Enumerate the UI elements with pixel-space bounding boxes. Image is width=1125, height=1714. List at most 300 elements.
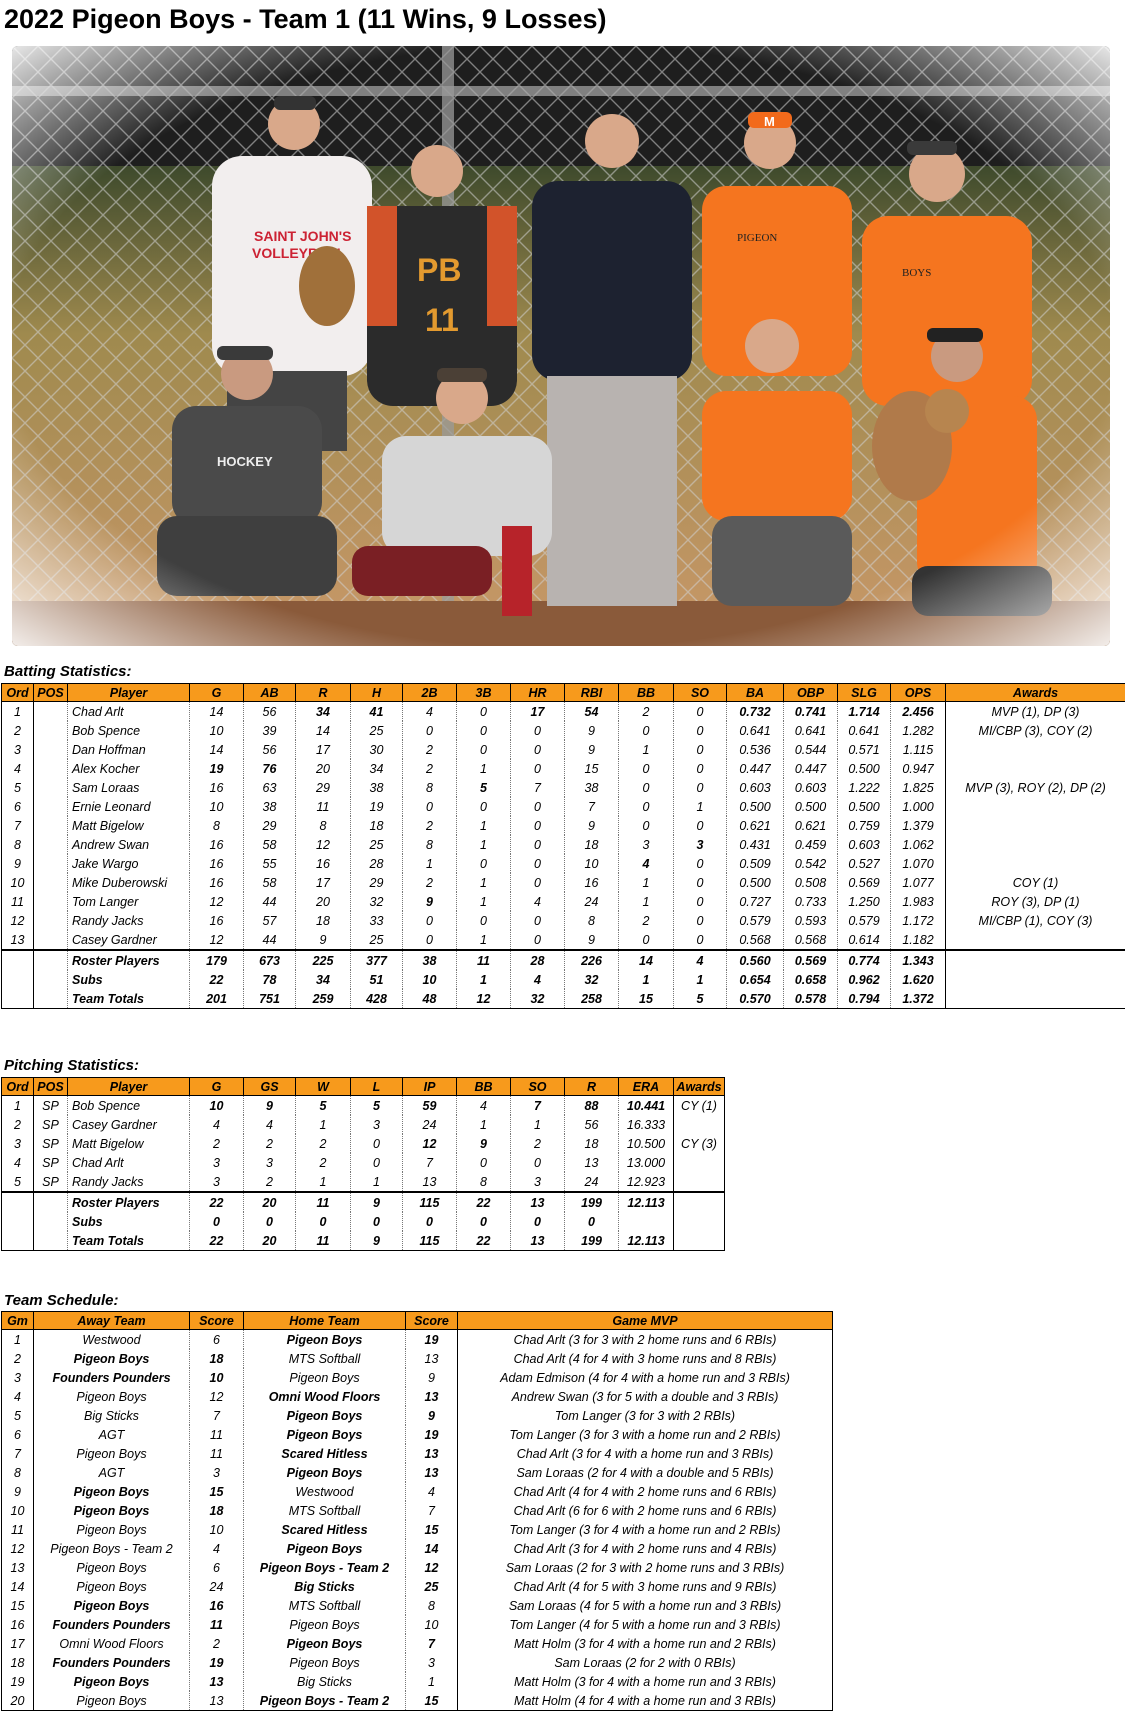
- table-cell: 3: [244, 1153, 296, 1172]
- game-mvp-cell: Matt Holm (4 for 4 with a home run and 3 RBIs): [458, 1691, 833, 1711]
- table-cell: 17: [296, 873, 351, 892]
- table-cell: 259: [296, 989, 351, 1009]
- column-header: Score: [190, 1312, 244, 1330]
- table-cell: 7: [406, 1501, 458, 1520]
- table-cell: 0: [565, 1212, 619, 1231]
- table-row: [2, 1134, 725, 1153]
- table-cell: 0: [351, 1212, 403, 1231]
- table-cell: 12: [296, 835, 351, 854]
- column-header: IP: [403, 1078, 457, 1096]
- table-cell: 0.568: [784, 930, 838, 950]
- table-cell: 673: [244, 950, 296, 970]
- game-mvp-cell: Tom Langer (4 for 5 with a home run and 3 RBIs): [458, 1615, 833, 1634]
- table-cell: 1: [619, 892, 674, 911]
- table-cell: 24: [190, 1577, 244, 1596]
- table-cell: 16: [565, 873, 619, 892]
- table-cell: 0.500: [784, 797, 838, 816]
- table-cell: 34: [351, 759, 403, 778]
- table-cell: 1.282: [891, 721, 946, 740]
- table-cell: Bob Spence: [68, 721, 190, 740]
- table-cell: 226: [565, 950, 619, 970]
- table-cell: 0.947: [891, 759, 946, 778]
- table-cell: 0.571: [838, 740, 891, 759]
- table-cell: 11: [296, 797, 351, 816]
- table-cell: 1: [2, 702, 34, 722]
- table-cell: 0: [457, 702, 511, 722]
- table-cell: 3: [2, 740, 34, 759]
- game-mvp-cell: Chad Arlt (3 for 3 with 2 home runs and 6 RBIs): [458, 1330, 833, 1350]
- table-cell: [34, 740, 68, 759]
- table-cell: 12: [190, 1387, 244, 1406]
- table-cell: 1: [457, 930, 511, 950]
- column-header: R: [296, 684, 351, 702]
- table-cell: 115: [403, 1192, 457, 1212]
- table-cell: 19: [351, 797, 403, 816]
- table-cell: 5: [2, 1406, 34, 1425]
- table-cell: Dan Hoffman: [68, 740, 190, 759]
- table-row: [2, 702, 1125, 722]
- table-cell: 14: [296, 721, 351, 740]
- column-header: Awards: [946, 684, 1125, 702]
- table-cell: 2: [403, 816, 457, 835]
- table-cell: 22: [457, 1192, 511, 1212]
- column-header: Gm: [2, 1312, 34, 1330]
- table-cell: 22: [457, 1231, 511, 1251]
- column-header: HR: [511, 684, 565, 702]
- table-cell: 4: [190, 1539, 244, 1558]
- table-cell: 9: [406, 1406, 458, 1425]
- table-cell: 55: [244, 854, 296, 873]
- table-cell: 9: [565, 721, 619, 740]
- table-row: [2, 778, 1125, 797]
- table-cell: 0: [511, 930, 565, 950]
- table-cell: 7: [2, 816, 34, 835]
- table-cell: 8: [403, 778, 457, 797]
- table-cell: 44: [244, 892, 296, 911]
- table-cell: 0: [457, 797, 511, 816]
- table-cell: 44: [244, 930, 296, 950]
- table-cell: 0: [619, 721, 674, 740]
- table-cell: Sam Loraas: [68, 778, 190, 797]
- table-cell: 10: [190, 1520, 244, 1539]
- table-cell: 0.500: [838, 797, 891, 816]
- table-cell: 15: [190, 1482, 244, 1501]
- table-cell: 38: [244, 797, 296, 816]
- schedule-header-row: [2, 1312, 833, 1330]
- table-cell: 1: [511, 1115, 565, 1134]
- table-cell: Randy Jacks: [68, 1172, 190, 1192]
- table-cell: [34, 816, 68, 835]
- column-header: 2B: [403, 684, 457, 702]
- table-cell: 0: [674, 911, 727, 930]
- column-header: Score: [406, 1312, 458, 1330]
- table-cell: 8: [457, 1172, 511, 1192]
- table-cell: 0.603: [838, 835, 891, 854]
- table-cell: 19: [2, 1672, 34, 1691]
- table-cell: 199: [565, 1231, 619, 1251]
- table-cell: 5: [351, 1096, 403, 1116]
- table-cell: 1: [457, 816, 511, 835]
- table-cell: 0.794: [838, 989, 891, 1009]
- table-cell: [34, 970, 68, 989]
- column-header: G: [190, 1078, 244, 1096]
- table-cell: 0: [403, 930, 457, 950]
- table-cell: 1.115: [891, 740, 946, 759]
- table-cell: 4: [190, 1115, 244, 1134]
- column-header: R: [565, 1078, 619, 1096]
- table-cell: Tom Langer: [68, 892, 190, 911]
- table-cell: 3: [190, 1153, 244, 1172]
- table-cell: [34, 778, 68, 797]
- table-cell: [619, 1212, 674, 1231]
- table-cell: 3: [511, 1172, 565, 1192]
- table-cell: Subs: [68, 1212, 190, 1231]
- table-cell: Jake Wargo: [68, 854, 190, 873]
- table-cell: [34, 873, 68, 892]
- table-cell: Pigeon Boys: [34, 1349, 190, 1368]
- table-cell: 25: [351, 721, 403, 740]
- table-cell: [946, 740, 1125, 759]
- table-cell: 0: [511, 740, 565, 759]
- table-row: [2, 1172, 725, 1192]
- table-cell: 0: [511, 721, 565, 740]
- table-cell: 19: [190, 1653, 244, 1672]
- table-cell: Omni Wood Floors: [244, 1387, 406, 1406]
- table-cell: 32: [565, 970, 619, 989]
- column-header: SLG: [838, 684, 891, 702]
- table-cell: [34, 835, 68, 854]
- table-cell: 4: [457, 1096, 511, 1116]
- table-cell: [946, 970, 1125, 989]
- table-cell: [34, 702, 68, 722]
- table-cell: 0.759: [838, 816, 891, 835]
- table-cell: 18: [351, 816, 403, 835]
- table-cell: 78: [244, 970, 296, 989]
- table-cell: Big Sticks: [34, 1406, 190, 1425]
- table-cell: 0.542: [784, 854, 838, 873]
- table-cell: 2: [190, 1634, 244, 1653]
- table-cell: 14: [190, 740, 244, 759]
- table-cell: 39: [244, 721, 296, 740]
- table-cell: 38: [403, 950, 457, 970]
- table-cell: 4: [406, 1482, 458, 1501]
- table-cell: 13: [406, 1463, 458, 1482]
- game-mvp-cell: Tom Langer (3 for 4 with a home run and 2 RBIs): [458, 1520, 833, 1539]
- table-cell: 0: [351, 1134, 403, 1153]
- table-cell: Pigeon Boys: [34, 1672, 190, 1691]
- game-mvp-cell: Chad Arlt (6 for 6 with 2 home runs and 6 RBIs): [458, 1501, 833, 1520]
- table-cell: 9: [2, 854, 34, 873]
- column-header: POS: [34, 684, 68, 702]
- game-mvp-cell: Matt Holm (3 for 4 with a home run and 3 RBIs): [458, 1672, 833, 1691]
- table-cell: 30: [351, 740, 403, 759]
- table-cell: 1.172: [891, 911, 946, 930]
- table-cell: Westwood: [244, 1482, 406, 1501]
- table-cell: 7: [190, 1406, 244, 1425]
- table-cell: 19: [406, 1330, 458, 1350]
- table-cell: 0: [511, 816, 565, 835]
- table-cell: 0: [674, 740, 727, 759]
- table-cell: 20: [244, 1231, 296, 1251]
- schedule-row: [2, 1425, 833, 1444]
- game-mvp-cell: Chad Arlt (4 for 5 with 3 home runs and 9 RBIs): [458, 1577, 833, 1596]
- table-cell: 5: [457, 778, 511, 797]
- table-cell: 11: [2, 892, 34, 911]
- column-header: RBI: [565, 684, 619, 702]
- table-cell: 9: [406, 1368, 458, 1387]
- table-cell: 10: [190, 1096, 244, 1116]
- table-cell: 0: [619, 778, 674, 797]
- schedule-row: [2, 1482, 833, 1501]
- table-cell: 179: [190, 950, 244, 970]
- table-cell: Chad Arlt: [68, 702, 190, 722]
- table-cell: 0: [296, 1212, 351, 1231]
- table-cell: 11: [296, 1231, 351, 1251]
- table-cell: 7: [2, 1444, 34, 1463]
- table-cell: 16: [296, 854, 351, 873]
- table-cell: 225: [296, 950, 351, 970]
- table-cell: MVP (3), ROY (2), DP (2): [946, 778, 1125, 797]
- schedule-row: [2, 1330, 833, 1350]
- column-header: BB: [457, 1078, 511, 1096]
- column-header: Awards: [674, 1078, 725, 1096]
- table-cell: 1.343: [891, 950, 946, 970]
- table-cell: 32: [351, 892, 403, 911]
- column-header: Ord: [2, 684, 34, 702]
- pitching-section-title: Pitching Statistics:: [4, 1057, 140, 1074]
- column-header: Game MVP: [458, 1312, 833, 1330]
- table-cell: 51: [351, 970, 403, 989]
- table-cell: 12: [2, 911, 34, 930]
- schedule-row: [2, 1349, 833, 1368]
- table-cell: 29: [296, 778, 351, 797]
- table-cell: CY (3): [674, 1134, 725, 1153]
- table-cell: 0: [511, 797, 565, 816]
- table-cell: Pigeon Boys: [244, 1539, 406, 1558]
- table-cell: Team Totals: [68, 989, 190, 1009]
- table-cell: 0.459: [784, 835, 838, 854]
- table-cell: 5: [674, 989, 727, 1009]
- column-header: OBP: [784, 684, 838, 702]
- table-cell: 25: [351, 835, 403, 854]
- table-cell: 7: [511, 1096, 565, 1116]
- table-row: [2, 740, 1125, 759]
- table-cell: 1.062: [891, 835, 946, 854]
- game-mvp-cell: Chad Arlt (4 for 4 with 3 home runs and 8 RBIs): [458, 1349, 833, 1368]
- table-cell: 0: [511, 854, 565, 873]
- column-header: G: [190, 684, 244, 702]
- table-cell: 0.658: [784, 970, 838, 989]
- table-cell: Pigeon Boys: [244, 1425, 406, 1444]
- game-mvp-cell: Andrew Swan (3 for 5 with a double and 3 RBIs): [458, 1387, 833, 1406]
- table-cell: SP: [34, 1153, 68, 1172]
- column-header: SO: [674, 684, 727, 702]
- column-header: Ord: [2, 1078, 34, 1096]
- table-cell: 1: [619, 873, 674, 892]
- table-cell: Pigeon Boys: [34, 1596, 190, 1615]
- table-cell: Mike Duberowski: [68, 873, 190, 892]
- table-cell: 9: [457, 1134, 511, 1153]
- table-cell: 25: [406, 1577, 458, 1596]
- table-cell: 17: [511, 702, 565, 722]
- table-cell: 0.641: [784, 721, 838, 740]
- table-cell: 16: [190, 873, 244, 892]
- table-cell: 9: [296, 930, 351, 950]
- table-cell: 12: [457, 989, 511, 1009]
- schedule-row: [2, 1387, 833, 1406]
- table-cell: [2, 970, 34, 989]
- team-schedule-table: [1, 1311, 833, 1711]
- table-cell: 2: [403, 740, 457, 759]
- table-cell: [34, 911, 68, 930]
- column-header: Away Team: [34, 1312, 190, 1330]
- table-cell: [674, 1231, 725, 1251]
- table-cell: Pigeon Boys: [244, 1330, 406, 1350]
- table-cell: 4: [511, 892, 565, 911]
- table-cell: 58: [244, 873, 296, 892]
- table-row: [2, 1096, 725, 1116]
- table-cell: 0.614: [838, 930, 891, 950]
- table-cell: 22: [190, 1231, 244, 1251]
- table-cell: Andrew Swan: [68, 835, 190, 854]
- table-cell: COY (1): [946, 873, 1125, 892]
- table-cell: 1.077: [891, 873, 946, 892]
- table-cell: 0: [403, 911, 457, 930]
- totals-row: [2, 1231, 725, 1251]
- table-cell: 377: [351, 950, 403, 970]
- totals-row: [2, 1212, 725, 1231]
- table-cell: Pigeon Boys: [244, 1634, 406, 1653]
- table-cell: 1: [619, 970, 674, 989]
- table-cell: 16: [190, 854, 244, 873]
- table-cell: 0: [674, 702, 727, 722]
- table-cell: [674, 1172, 725, 1192]
- table-row: [2, 835, 1125, 854]
- column-header: OPS: [891, 684, 946, 702]
- table-cell: 1: [457, 1115, 511, 1134]
- table-cell: 18: [190, 1349, 244, 1368]
- table-cell: Pigeon Boys - Team 2: [244, 1691, 406, 1711]
- table-cell: Team Totals: [68, 1231, 190, 1251]
- table-cell: 0: [511, 835, 565, 854]
- schedule-row: [2, 1691, 833, 1711]
- table-cell: 0.641: [838, 721, 891, 740]
- column-header: SO: [511, 1078, 565, 1096]
- table-cell: 10.500: [619, 1134, 674, 1153]
- table-cell: Alex Kocher: [68, 759, 190, 778]
- table-cell: 1.182: [891, 930, 946, 950]
- schedule-row: [2, 1463, 833, 1482]
- table-cell: 59: [403, 1096, 457, 1116]
- table-cell: 10: [190, 721, 244, 740]
- table-cell: 0.733: [784, 892, 838, 911]
- table-cell: [2, 989, 34, 1009]
- table-row: [2, 816, 1125, 835]
- game-mvp-cell: Sam Loraas (2 for 3 with 2 home runs and 3 RBIs): [458, 1558, 833, 1577]
- table-cell: SP: [34, 1096, 68, 1116]
- table-cell: 0: [674, 930, 727, 950]
- table-cell: 1.620: [891, 970, 946, 989]
- table-cell: 0: [619, 797, 674, 816]
- table-cell: 48: [403, 989, 457, 1009]
- table-cell: ROY (3), DP (1): [946, 892, 1125, 911]
- table-cell: 54: [565, 702, 619, 722]
- table-cell: 0.570: [727, 989, 784, 1009]
- table-cell: MTS Softball: [244, 1349, 406, 1368]
- table-cell: 2: [403, 759, 457, 778]
- table-cell: 7: [511, 778, 565, 797]
- table-cell: 0: [190, 1212, 244, 1231]
- table-cell: 1.222: [838, 778, 891, 797]
- table-cell: 0.568: [727, 930, 784, 950]
- table-cell: 201: [190, 989, 244, 1009]
- table-cell: [34, 1192, 68, 1212]
- table-cell: 0: [403, 1212, 457, 1231]
- table-cell: Matt Bigelow: [68, 1134, 190, 1153]
- table-cell: 56: [565, 1115, 619, 1134]
- table-cell: Big Sticks: [244, 1672, 406, 1691]
- game-mvp-cell: Adam Edmison (4 for 4 with a home run and 3 RBIs): [458, 1368, 833, 1387]
- table-cell: 5: [2, 1172, 34, 1192]
- table-cell: 24: [403, 1115, 457, 1134]
- table-cell: MI/CBP (3), COY (2): [946, 721, 1125, 740]
- table-row: [2, 911, 1125, 930]
- table-cell: 13: [565, 1153, 619, 1172]
- table-cell: 12.923: [619, 1172, 674, 1192]
- table-row: [2, 1115, 725, 1134]
- schedule-row: [2, 1596, 833, 1615]
- table-cell: 0.732: [727, 702, 784, 722]
- table-cell: 56: [244, 740, 296, 759]
- table-cell: 0.621: [727, 816, 784, 835]
- table-cell: Pigeon Boys - Team 2: [244, 1558, 406, 1577]
- table-cell: 15: [619, 989, 674, 1009]
- table-cell: 0.962: [838, 970, 891, 989]
- table-row: [2, 797, 1125, 816]
- column-header: Player: [68, 1078, 190, 1096]
- table-cell: 2: [619, 702, 674, 722]
- table-cell: 18: [565, 1134, 619, 1153]
- table-cell: 0.447: [727, 759, 784, 778]
- table-cell: 25: [351, 930, 403, 950]
- table-cell: SP: [34, 1134, 68, 1153]
- table-cell: 3: [190, 1463, 244, 1482]
- table-cell: 0.603: [727, 778, 784, 797]
- table-cell: 0.569: [838, 873, 891, 892]
- page-title: 2022 Pigeon Boys - Team 1 (11 Wins, 9 Losses): [4, 4, 607, 34]
- table-cell: 199: [565, 1192, 619, 1212]
- table-cell: 3: [2, 1134, 34, 1153]
- table-cell: 56: [244, 702, 296, 722]
- table-cell: 29: [351, 873, 403, 892]
- table-cell: 4: [403, 702, 457, 722]
- table-cell: Big Sticks: [244, 1577, 406, 1596]
- table-cell: 9: [565, 816, 619, 835]
- table-cell: 34: [296, 702, 351, 722]
- table-cell: Pigeon Boys: [34, 1387, 190, 1406]
- table-cell: 258: [565, 989, 619, 1009]
- table-cell: 14: [406, 1539, 458, 1558]
- table-cell: [34, 721, 68, 740]
- table-cell: Pigeon Boys - Team 2: [34, 1539, 190, 1558]
- table-cell: 10: [406, 1615, 458, 1634]
- table-cell: 10: [2, 873, 34, 892]
- table-row: [2, 854, 1125, 873]
- table-cell: 2.456: [891, 702, 946, 722]
- table-cell: 3: [351, 1115, 403, 1134]
- table-cell: 3: [190, 1172, 244, 1192]
- table-cell: [34, 854, 68, 873]
